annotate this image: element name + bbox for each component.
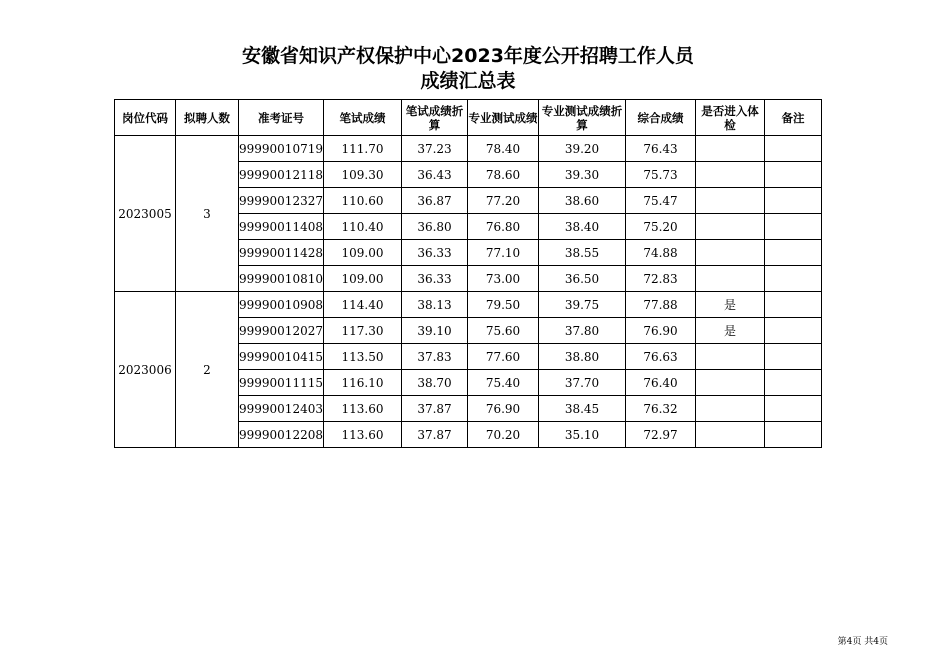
physical-exam-cell: [696, 214, 765, 240]
planned-hires-cell: 2: [176, 292, 239, 448]
written-converted-cell: 36.87: [402, 188, 468, 214]
written-score-cell: 109.00: [324, 266, 402, 292]
header-physical-exam: 是否进入体检: [696, 100, 765, 136]
remarks-cell: [765, 240, 822, 266]
professional-score-cell: 77.60: [468, 344, 539, 370]
written-converted-cell: 36.80: [402, 214, 468, 240]
admission-number-cell: 99990012403: [239, 396, 324, 422]
written-score-cell: 117.30: [324, 318, 402, 344]
total-score-cell: 75.47: [626, 188, 696, 214]
admission-number-cell: 99990011408: [239, 214, 324, 240]
written-converted-cell: 39.10: [402, 318, 468, 344]
page-footer: 第4页 共4页: [837, 637, 888, 647]
planned-hires-cell: 3: [176, 136, 239, 292]
total-score-cell: 75.20: [626, 214, 696, 240]
post-code-cell: 2023005: [115, 136, 176, 292]
total-score-cell: 76.32: [626, 396, 696, 422]
professional-score-cell: 79.50: [468, 292, 539, 318]
physical-exam-cell: [696, 396, 765, 422]
remarks-cell: [765, 396, 822, 422]
remarks-cell: [765, 214, 822, 240]
post-code-cell: 2023006: [115, 292, 176, 448]
total-score-cell: 76.40: [626, 370, 696, 396]
admission-number-cell: 99990011115: [239, 370, 324, 396]
total-score-cell: 72.97: [626, 422, 696, 448]
written-score-cell: 113.60: [324, 396, 402, 422]
written-score-cell: 114.40: [324, 292, 402, 318]
remarks-cell: [765, 318, 822, 344]
professional-score-cell: 77.20: [468, 188, 539, 214]
physical-exam-cell: 是: [696, 318, 765, 344]
total-score-cell: 72.83: [626, 266, 696, 292]
physical-exam-cell: [696, 344, 765, 370]
total-score-cell: 74.88: [626, 240, 696, 266]
professional-score-cell: 78.60: [468, 162, 539, 188]
professional-score-cell: 78.40: [468, 136, 539, 162]
written-converted-cell: 37.23: [402, 136, 468, 162]
written-score-cell: 110.40: [324, 214, 402, 240]
admission-number-cell: 99990012118: [239, 162, 324, 188]
professional-converted-cell: 39.75: [539, 292, 626, 318]
header-professional-converted: 专业测试成绩折算: [539, 100, 626, 136]
score-summary-table: [114, 99, 822, 448]
total-score-cell: 76.90: [626, 318, 696, 344]
remarks-cell: [765, 162, 822, 188]
professional-converted-cell: 37.70: [539, 370, 626, 396]
admission-number-cell: 99990010719: [239, 136, 324, 162]
professional-score-cell: 70.20: [468, 422, 539, 448]
remarks-cell: [765, 370, 822, 396]
professional-converted-cell: 35.10: [539, 422, 626, 448]
written-score-cell: 110.60: [324, 188, 402, 214]
header-remarks: 备注: [765, 100, 822, 136]
physical-exam-cell: [696, 266, 765, 292]
header-post-code: 岗位代码: [115, 100, 176, 136]
professional-converted-cell: 37.80: [539, 318, 626, 344]
written-converted-cell: 37.87: [402, 396, 468, 422]
professional-converted-cell: 38.80: [539, 344, 626, 370]
table-row: [115, 292, 822, 318]
header-written-converted: 笔试成绩折算: [402, 100, 468, 136]
admission-number-cell: 99990011428: [239, 240, 324, 266]
professional-converted-cell: 38.45: [539, 396, 626, 422]
physical-exam-cell: [696, 188, 765, 214]
written-score-cell: 111.70: [324, 136, 402, 162]
professional-converted-cell: 36.50: [539, 266, 626, 292]
admission-number-cell: 99990012327: [239, 188, 324, 214]
total-score-cell: 77.88: [626, 292, 696, 318]
professional-score-cell: 75.60: [468, 318, 539, 344]
written-converted-cell: 36.33: [402, 240, 468, 266]
written-score-cell: 109.00: [324, 240, 402, 266]
physical-exam-cell: [696, 370, 765, 396]
document-subtitle: 成绩汇总表: [420, 70, 516, 92]
written-converted-cell: 37.87: [402, 422, 468, 448]
written-score-cell: 113.50: [324, 344, 402, 370]
written-score-cell: 113.60: [324, 422, 402, 448]
header-total-score: 综合成绩: [626, 100, 696, 136]
total-score-cell: 76.43: [626, 136, 696, 162]
professional-score-cell: 73.00: [468, 266, 539, 292]
written-score-cell: 116.10: [324, 370, 402, 396]
professional-score-cell: 77.10: [468, 240, 539, 266]
admission-number-cell: 99990012208: [239, 422, 324, 448]
professional-converted-cell: 39.30: [539, 162, 626, 188]
table-header-row: [115, 100, 822, 136]
written-converted-cell: 36.33: [402, 266, 468, 292]
written-converted-cell: 38.70: [402, 370, 468, 396]
remarks-cell: [765, 266, 822, 292]
written-score-cell: 109.30: [324, 162, 402, 188]
professional-converted-cell: 39.20: [539, 136, 626, 162]
remarks-cell: [765, 292, 822, 318]
remarks-cell: [765, 344, 822, 370]
remarks-cell: [765, 136, 822, 162]
remarks-cell: [765, 422, 822, 448]
professional-score-cell: 75.40: [468, 370, 539, 396]
table-row: [115, 136, 822, 162]
total-score-cell: 75.73: [626, 162, 696, 188]
professional-converted-cell: 38.55: [539, 240, 626, 266]
professional-converted-cell: 38.60: [539, 188, 626, 214]
physical-exam-cell: [696, 240, 765, 266]
professional-converted-cell: 38.40: [539, 214, 626, 240]
written-converted-cell: 36.43: [402, 162, 468, 188]
written-converted-cell: 37.83: [402, 344, 468, 370]
document-title: 安徽省知识产权保护中心2023年度公开招聘工作人员: [242, 45, 694, 67]
header-planned-hires: 拟聘人数: [176, 100, 239, 136]
total-score-cell: 76.63: [626, 344, 696, 370]
professional-score-cell: 76.90: [468, 396, 539, 422]
physical-exam-cell: 是: [696, 292, 765, 318]
physical-exam-cell: [696, 162, 765, 188]
header-written-score: 笔试成绩: [324, 100, 402, 136]
admission-number-cell: 99990010415: [239, 344, 324, 370]
admission-number-cell: 99990010908: [239, 292, 324, 318]
written-converted-cell: 38.13: [402, 292, 468, 318]
admission-number-cell: 99990012027: [239, 318, 324, 344]
physical-exam-cell: [696, 136, 765, 162]
admission-number-cell: 99990010810: [239, 266, 324, 292]
professional-score-cell: 76.80: [468, 214, 539, 240]
header-admission-number: 准考证号: [239, 100, 324, 136]
physical-exam-cell: [696, 422, 765, 448]
header-professional-score: 专业测试成绩: [468, 100, 539, 136]
remarks-cell: [765, 188, 822, 214]
